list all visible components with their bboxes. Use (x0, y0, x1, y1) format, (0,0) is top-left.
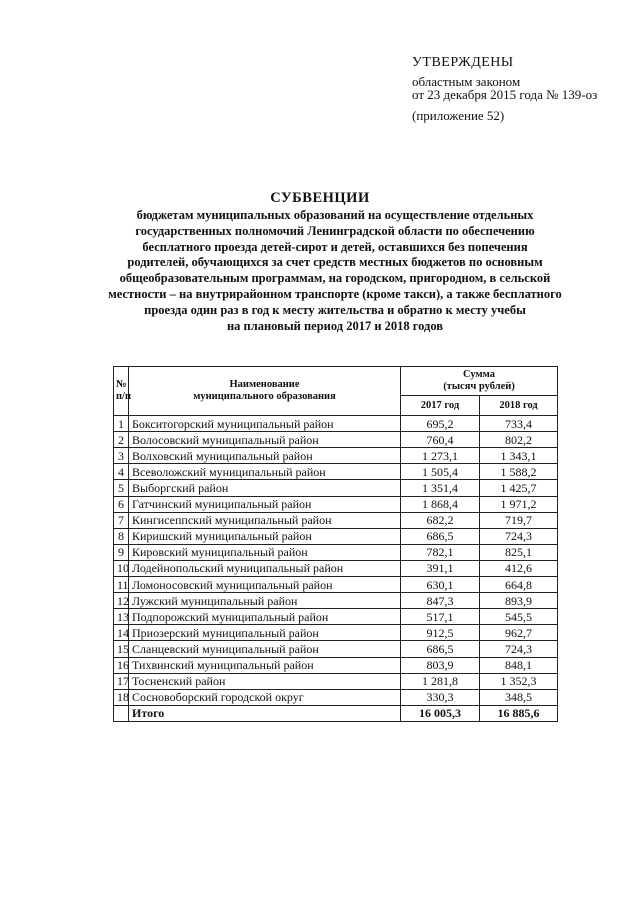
row-value-2017: 803,9 (401, 657, 480, 673)
row-number: 6 (114, 496, 129, 512)
row-value-2017: 695,2 (401, 416, 480, 432)
approval-line-1: областным законом (412, 74, 521, 89)
row-name: Волховский муниципальный район (129, 448, 401, 464)
row-value-2017: 782,1 (401, 544, 480, 560)
row-value-2017: 1 505,4 (401, 464, 480, 480)
header-number: № п/п (114, 367, 129, 416)
table-row (114, 448, 558, 464)
row-number: 10 (114, 560, 129, 576)
row-name: Бокситогорский муниципальный район (129, 416, 401, 432)
row-number: 11 (114, 577, 129, 593)
total-label: Итого (129, 705, 401, 721)
row-value-2017: 517,1 (401, 609, 480, 625)
subtitle-line: родителей, обучающихся за счет средств местных бюджетов по основным (127, 255, 543, 270)
row-number: 2 (114, 432, 129, 448)
table-row (114, 416, 558, 432)
row-number: 16 (114, 657, 129, 673)
table-row (114, 625, 558, 641)
row-name: Приозерский муниципальный район (129, 625, 401, 641)
row-value-2018: 1 971,2 (480, 496, 558, 512)
table-row (114, 593, 558, 609)
row-name: Гатчинский муниципальный район (129, 496, 401, 512)
row-value-2018: 719,7 (480, 512, 558, 528)
row-name: Сосновоборский городской округ (129, 689, 401, 705)
subtitle-line: проезда один раз в год к месту жительства и обратно к месту учебы (144, 302, 526, 317)
row-name: Лодейнопольский муниципальный район (129, 560, 401, 576)
table-row (114, 577, 558, 593)
table-body (114, 416, 558, 722)
row-number: 9 (114, 544, 129, 560)
row-name: Киришский муниципальный район (129, 528, 401, 544)
subsidies-table (113, 366, 558, 722)
row-number: 17 (114, 673, 129, 689)
row-value-2018: 1 425,7 (480, 480, 558, 496)
table-row (114, 609, 558, 625)
row-value-2018: 724,3 (480, 641, 558, 657)
total-value-2017: 16 005,3 (401, 705, 480, 721)
table-row (114, 432, 558, 448)
row-name: Ломоносовский муниципальный район (129, 577, 401, 593)
row-value-2018: 962,7 (480, 625, 558, 641)
row-name: Сланцевский муниципальный район (129, 641, 401, 657)
row-number: 4 (114, 464, 129, 480)
row-value-2018: 802,2 (480, 432, 558, 448)
row-value-2018: 348,5 (480, 689, 558, 705)
subtitle-line: государственных полномочий Ленинградской области по обеспечению (135, 223, 535, 238)
row-name: Кингисеппский муниципальный район (129, 512, 401, 528)
total-empty-cell (114, 705, 129, 721)
row-value-2018: 724,3 (480, 528, 558, 544)
row-value-2018: 545,5 (480, 609, 558, 625)
table-row (114, 544, 558, 560)
row-value-2018: 1 343,1 (480, 448, 558, 464)
row-number: 3 (114, 448, 129, 464)
row-number: 13 (114, 609, 129, 625)
row-value-2017: 1 281,8 (401, 673, 480, 689)
row-value-2017: 391,1 (401, 560, 480, 576)
row-value-2017: 686,5 (401, 528, 480, 544)
row-name: Тосненский район (129, 673, 401, 689)
row-number: 14 (114, 625, 129, 641)
row-value-2018: 1 588,2 (480, 464, 558, 480)
row-number: 1 (114, 416, 129, 432)
row-name: Тихвинский муниципальный район (129, 657, 401, 673)
header-sum: Сумма (тысяч рублей) (401, 367, 558, 396)
total-row (114, 705, 558, 721)
row-value-2017: 630,1 (401, 577, 480, 593)
row-name: Волосовский муниципальный район (129, 432, 401, 448)
header-year-2017: 2017 год (401, 396, 480, 416)
row-number: 5 (114, 480, 129, 496)
row-name: Подпорожский муниципальный район (129, 609, 401, 625)
row-value-2018: 825,1 (480, 544, 558, 560)
table-row (114, 657, 558, 673)
row-name: Всеволожский муниципальный район (129, 464, 401, 480)
row-value-2018: 893,9 (480, 593, 558, 609)
subtitle-line: на плановый период 2017 и 2018 годов (226, 318, 444, 333)
header-year-2018: 2018 год (480, 396, 558, 416)
header-name: Наименование муниципального образования (129, 367, 401, 416)
row-value-2017: 686,5 (401, 641, 480, 657)
total-value-2018: 16 885,6 (480, 705, 558, 721)
row-value-2018: 664,8 (480, 577, 558, 593)
table-row (114, 560, 558, 576)
row-value-2017: 760,4 (401, 432, 480, 448)
row-value-2017: 1 273,1 (401, 448, 480, 464)
row-name: Кировский муниципальный район (129, 544, 401, 560)
table-row (114, 496, 558, 512)
row-value-2017: 682,2 (401, 512, 480, 528)
row-value-2018: 733,4 (480, 416, 558, 432)
row-name: Лужский муниципальный район (129, 593, 401, 609)
row-value-2018: 1 352,3 (480, 673, 558, 689)
row-number: 8 (114, 528, 129, 544)
subtitle-line: местности – на внутрирайонном транспорте (кроме такси), а также бесплатного (108, 286, 562, 301)
table-row (114, 689, 558, 705)
table-row (114, 673, 558, 689)
subtitle-line: бесплатного проезда детей-сирот и детей, оставшихся без попечения (142, 239, 528, 254)
row-number: 18 (114, 689, 129, 705)
row-value-2017: 912,5 (401, 625, 480, 641)
approval-line-2: от 23 декабря 2015 года № 139-оз (412, 87, 598, 102)
row-value-2017: 330,3 (401, 689, 480, 705)
row-value-2017: 1 351,4 (401, 480, 480, 496)
table-row (114, 528, 558, 544)
row-number: 7 (114, 512, 129, 528)
approval-line-3: (приложение 52) (412, 108, 505, 123)
row-name: Выборгский район (129, 480, 401, 496)
row-value-2017: 847,3 (401, 593, 480, 609)
document-title: СУБВЕНЦИИ (270, 190, 370, 206)
subtitle-line: бюджетам муниципальных образований на осуществление отдельных (136, 208, 534, 222)
document-subtitle (100, 208, 570, 334)
approval-title: УТВЕРЖДЕНЫ (412, 55, 514, 70)
row-value-2018: 412,6 (480, 560, 558, 576)
table-row (114, 641, 558, 657)
row-number: 12 (114, 593, 129, 609)
row-number: 15 (114, 641, 129, 657)
row-value-2017: 1 868,4 (401, 496, 480, 512)
table-row (114, 512, 558, 528)
table-row (114, 480, 558, 496)
row-value-2018: 848,1 (480, 657, 558, 673)
table-row (114, 464, 558, 480)
approval-block (412, 56, 627, 122)
subtitle-line: общеобразовательным программам, на городском, пригородном, в сельской (119, 271, 551, 286)
